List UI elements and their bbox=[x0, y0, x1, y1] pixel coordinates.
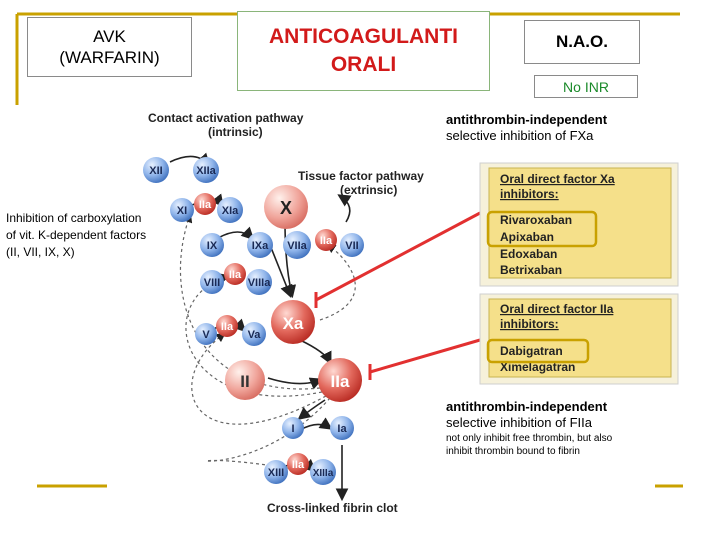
intrinsic-label: (intrinsic) bbox=[208, 125, 263, 139]
factor-ia-label: Ia bbox=[337, 423, 347, 435]
factor-viiia-label: VIIIa bbox=[247, 277, 271, 289]
factor-iia-4-label: IIa bbox=[220, 321, 234, 333]
inhibit-line-iia bbox=[370, 340, 480, 372]
contact-pathway-label: Contact activation pathway bbox=[148, 111, 304, 125]
factor-viia-label: VIIa bbox=[287, 240, 307, 252]
drug-betrixaban: Betrixaban bbox=[500, 263, 563, 277]
warfarin-mechanism-line2: of vit. K-dependent factors bbox=[6, 228, 147, 242]
drug-dabigatran: Dabigatran bbox=[500, 344, 563, 358]
factor-ixa-label: IXa bbox=[251, 240, 269, 252]
no-inr-box: No INR bbox=[534, 75, 638, 98]
xa-panel-header2: inhibitors: bbox=[500, 187, 559, 201]
arrow-i-ia bbox=[300, 424, 330, 430]
fibrin-clot-label: Cross-linked fibrin clot bbox=[267, 501, 398, 515]
tissue-pathway-label: Tissue factor pathway bbox=[298, 169, 424, 183]
factor-v-label: V bbox=[202, 329, 210, 341]
arrow-ix-ixa bbox=[218, 232, 252, 238]
factor-iia-5-label: IIa bbox=[291, 459, 305, 471]
factor-xii-label: XII bbox=[149, 165, 163, 177]
warfarin-mechanism-line1: Inhibition of carboxylation bbox=[6, 211, 142, 225]
factor-iia-3-label: IIa bbox=[228, 269, 242, 281]
factor-ii-label: II bbox=[240, 372, 250, 391]
factor-vii-label: VII bbox=[345, 240, 359, 252]
xa-mechanism-desc: selective inhibition of FXa bbox=[446, 128, 594, 143]
extrinsic-label: (extrinsic) bbox=[340, 183, 398, 197]
drug-apixaban: Apixaban bbox=[500, 230, 555, 244]
iia-mechanism-desc: selective inhibition of FIIa bbox=[446, 415, 592, 430]
nao-box: N.A.O. bbox=[524, 20, 640, 64]
drug-edoxaban: Edoxaban bbox=[500, 247, 558, 261]
warfarin-mechanism-line3: (II, VII, IX, X) bbox=[6, 245, 75, 259]
factor-iia-1-label: IIa bbox=[198, 199, 212, 211]
arrow-ii-iia bbox=[268, 378, 320, 384]
factor-iia-2-label: IIa bbox=[319, 235, 333, 247]
arrow-vii-viia bbox=[340, 196, 350, 222]
factor-xia-label: XIa bbox=[221, 205, 239, 217]
page-title: ANTICOAGULANTI ORALI bbox=[237, 11, 490, 91]
factor-xiia-label: XIIa bbox=[196, 165, 216, 177]
factor-ix-label: IX bbox=[206, 240, 218, 252]
factor-viii-label: VIII bbox=[203, 277, 221, 289]
iia-mechanism-title: antithrombin-independent bbox=[446, 399, 608, 414]
factor-xiii-label: XIII bbox=[267, 467, 285, 479]
factor-va-label: Va bbox=[247, 329, 261, 341]
factor-xiiia-label: XIIIa bbox=[312, 468, 334, 479]
iia-mechanism-note1: not only inhibit free thrombin, but also bbox=[446, 433, 613, 444]
drug-ximelagatran: Ximelagatran bbox=[500, 360, 576, 374]
xa-mechanism-title: antithrombin-independent bbox=[446, 112, 608, 127]
arrow-xa-iia bbox=[300, 340, 330, 362]
factor-i-label: I bbox=[291, 423, 295, 435]
avk-warfarin-box: AVK (WARFARIN) bbox=[27, 17, 192, 77]
factor-x-label: X bbox=[279, 198, 293, 218]
factor-iia-main-label: IIa bbox=[330, 372, 350, 391]
iia-panel-header2: inhibitors: bbox=[500, 317, 559, 331]
xa-panel-header1: Oral direct factor Xa bbox=[500, 172, 615, 186]
factor-xi-label: XI bbox=[176, 205, 188, 217]
iia-mechanism-note2: inhibit thrombin bound to fibrin bbox=[446, 446, 580, 457]
iia-panel-header1: Oral direct factor IIa bbox=[500, 302, 614, 316]
factor-xa-label: Xa bbox=[282, 314, 304, 333]
drug-rivaroxaban: Rivaroxaban bbox=[500, 213, 573, 227]
